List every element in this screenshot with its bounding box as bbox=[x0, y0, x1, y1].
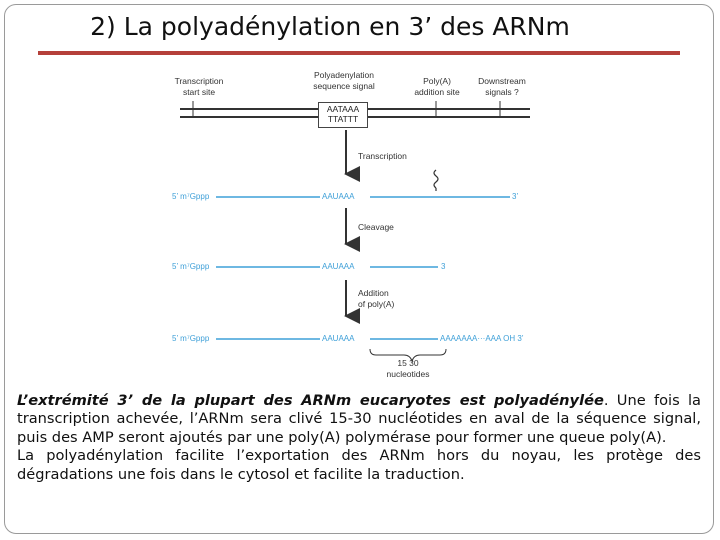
tail-length-value: 15 30 bbox=[397, 358, 419, 368]
signal-sequence-bottom: TTATTT bbox=[327, 114, 359, 124]
polyadenylation-diagram bbox=[160, 66, 560, 386]
tail-length-label bbox=[376, 358, 440, 380]
downstream-label bbox=[473, 76, 531, 98]
tss-label-line1: Transcription bbox=[174, 76, 224, 86]
slide-title: 2) La polyadénylation en 3’ des ARNm bbox=[90, 12, 570, 41]
signal-sequence-top: AATAAA bbox=[326, 104, 360, 114]
polyA-tail: AAAAAAA···AAA OH 3’ bbox=[440, 334, 524, 343]
tss-label-line2: start site bbox=[182, 87, 216, 97]
lead-sentence: L’extrémité 3’ de la plupart des ARNm eucaryotes est polyadénylée bbox=[17, 392, 604, 409]
paragraph-1 bbox=[17, 392, 701, 447]
title-underline bbox=[38, 51, 680, 55]
three-prime-1: 3’ bbox=[512, 192, 519, 201]
paragraph-1-text: Une fois la transcription achevée, l’ARNm sera clivé 15-30 nucléotides en aval de la séquence signal, puis des AMP seront ajoutés par une poly(A) polymérase pour former une queue poly(A). bbox=[17, 392, 701, 446]
five-prime-cap-2: 5’ m⁷Gppp bbox=[172, 262, 210, 271]
step-transcription-label: Transcription bbox=[358, 151, 407, 161]
five-prime-cap-1: 5’ m⁷Gppp bbox=[172, 192, 210, 201]
step-polyA-label: of poly(A) bbox=[358, 299, 395, 309]
motif-2: AAUAAA bbox=[322, 262, 355, 271]
step-addition-label: Addition bbox=[358, 288, 389, 298]
five-prime-cap-3: 5’ m⁷Gppp bbox=[172, 334, 210, 343]
tail-length-unit: nucleotides bbox=[386, 369, 430, 379]
addition-label-line1: Poly(A) bbox=[423, 76, 451, 86]
lead-period: . bbox=[603, 392, 609, 409]
downstream-label-line2: signals ? bbox=[485, 87, 519, 97]
paragraph-2: La polyadénylation facilite l’exportation des ARNm hors du noyau, les protège des dégradations une fois dans le cytosol et facilite la traduction. bbox=[17, 447, 701, 483]
addition-label-line2: addition site bbox=[414, 87, 460, 97]
downstream-label-line1: Downstream bbox=[478, 76, 526, 86]
three-prime-2: 3 bbox=[441, 262, 446, 271]
step-cleavage-label: Cleavage bbox=[358, 222, 394, 232]
signal-label-line2: sequence signal bbox=[313, 81, 375, 91]
cleavage-squiggle bbox=[434, 170, 438, 188]
tss-label bbox=[166, 76, 232, 98]
signal-sequence-box bbox=[318, 102, 368, 128]
motif-1: AAUAAA bbox=[322, 192, 355, 201]
addition-site-label bbox=[410, 76, 464, 98]
body-text bbox=[17, 392, 701, 484]
motif-3: AAUAAA bbox=[322, 334, 355, 343]
signal-label bbox=[296, 70, 392, 92]
signal-label-line1: Polyadenylation bbox=[313, 70, 374, 80]
